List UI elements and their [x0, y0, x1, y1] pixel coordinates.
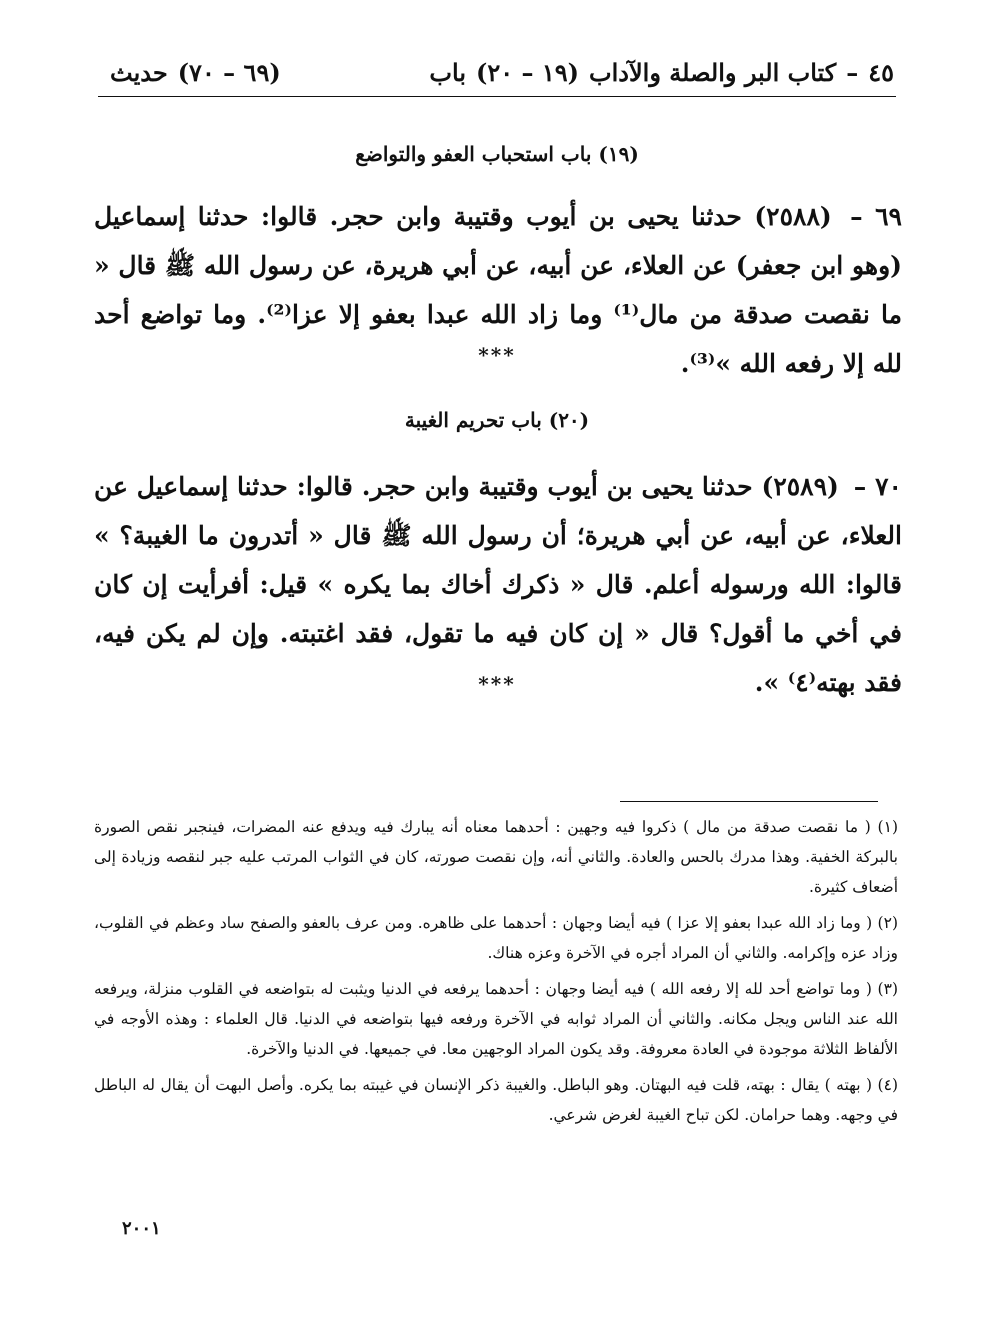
header-right [419, 58, 894, 87]
footnote-4: (٤) ( بهته ) يقال : بهته، قلت فيه البهتان. وهو الباطل. والغيبة ذكر الإنسان في غيبته بما يكره. وأصل البهت أن يقال له الباطل في وجهه. وهما حرامان. لكن تباح الغيبة لغرض شرعي. [94, 1076, 898, 1124]
running-header [100, 58, 894, 98]
header-hadith-range: (٦٩ – ٧٠) [177, 58, 281, 87]
page-number: ٢٠٠١ [122, 1218, 161, 1239]
footnote-1: (١) ( ما نقصت صدقة من مال ) ذكروا فيه وجهين : أحدهما معناه أنه يبارك فيه ويدفع عنه المضرات، فينجبر نقص الصورة بالبركة الخفية. وهذا مدرك بالحس والعادة. والثاني أنه، وإن نقصت صورته، كان في الثواب المرتب عليه جبر لنقصه وزيادة إلى أضعاف كثيرة. [94, 818, 898, 896]
header-chapter-range: (١٩ – ٢٠) [476, 58, 580, 87]
hadith-70 [94, 462, 902, 707]
footnote-divider [620, 801, 878, 802]
section-separator-2: *** [478, 672, 516, 696]
header-chapter-word: باب [429, 58, 467, 87]
hadith-69-text: حدثنا يحيى بن أيوب وقتيبة وابن حجر. قالوا: حدثنا إسماعيل (وهو ابن جعفر) عن العلاء، عن أبيه، عن أبي هريرة، عن رسول الله ﷺ قال « ما نقصت صدقة من مال⁽¹⁾ وما زاد الله عبدا بعفو إلا عزا⁽²⁾. وما تواضع أحد لله إلا رفعه الله »⁽³⁾. [94, 202, 903, 378]
header-page-number: ٤٥ [868, 58, 894, 87]
header-book-title: كتاب البر والصلة والآداب [589, 58, 837, 87]
hadith-70-text: حدثنا يحيى بن أيوب وقتيبة وابن حجر. قالوا: حدثنا إسماعيل عن العلاء، عن أبيه، عن أبي هريرة؛ أن رسول الله ﷺ قال « أتدرون ما الغيبة؟ » قالوا: الله ورسوله أعلم. قال « ذكرك أخاك بما يكره » قيل: أفرأيت إن كان في أخي ما أقول؟ قال « إن كان فيه ما تقول، فقد اغتبته. وإن لم يكن فيه، فقد بهته⁽٤⁾ ». [94, 472, 902, 697]
hadith-69-reference: (٢٥٨٨) [754, 202, 832, 231]
footnotes [94, 812, 898, 1136]
header-dash: – [846, 58, 859, 87]
chapter-heading-20: (٢٠) باب تحريم الغيبة [404, 408, 590, 432]
footnote-3: (٣) ( وما تواضع أحد لله إلا رفعه الله ) فيه أيضا وجهان : أحدهما يرفعه في الدنيا ويثبت له بتواضعه في القلوب منزلة، ويرفعه الله عند الناس ويجل مكانه. والثاني أن المراد ثوابه في الآخرة ورفعه فيها بتواضعه في الدنيا. قال العلماء : وهذه الأوجه في الألفاظ الثلاثة موجودة في العادة معروفة. وقد يكون المراد الوجهين معا. في جميعها. في الدنيا والآخرة. [94, 980, 898, 1058]
hadith-70-reference: (٢٥٨٩) [761, 472, 839, 501]
hadith-70-number: ٧٠ – [853, 472, 902, 501]
section-separator-1: *** [478, 343, 516, 367]
header-left [100, 58, 281, 87]
hadith-69-number: ٦٩ – [850, 202, 902, 231]
chapter-heading-19: (١٩) باب استحباب العفو والتواضع [355, 142, 639, 166]
header-divider [98, 96, 896, 97]
footnote-2: (٢) ( وما زاد الله عبدا بعفو إلا عزا ) فيه أيضا وجهان : أحدهما على ظاهره. ومن عرف بالعفو والصفح ساد وعظم في القلوب، وزاد عزه وإكرامه. والثاني أن المراد أجره في الآخرة وعزه هناك. [94, 914, 898, 962]
header-hadith-word: حديث [110, 58, 168, 87]
